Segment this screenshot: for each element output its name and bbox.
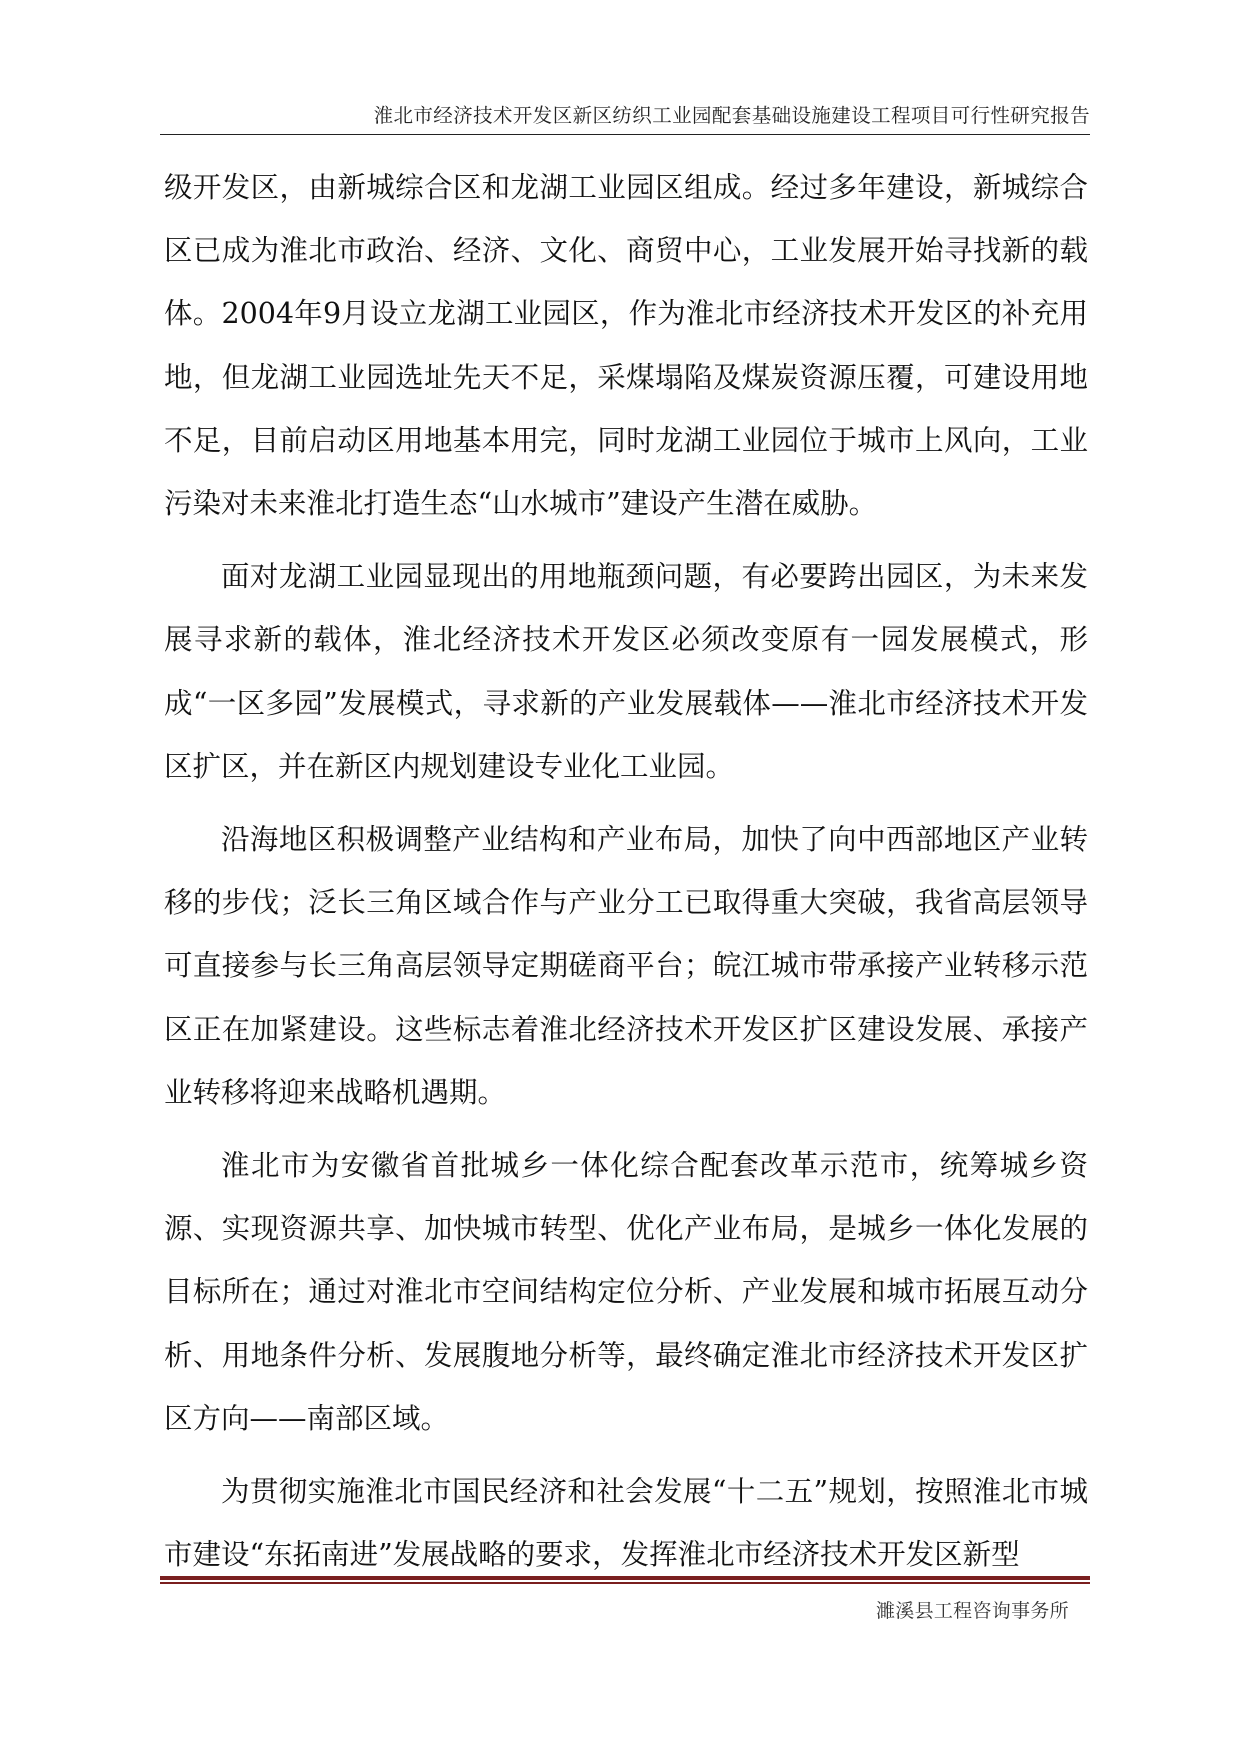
- footer-organization: 濉溪县工程咨询事务所: [875, 1600, 1069, 1622]
- paragraph: 淮北市为安徽省首批城乡一体化综合配套改革示范市，统筹城乡资源、实现资源共享、加快城市转型、优化产业布局，是城乡一体化发展的目标所在；通过对淮北市空间结构定位分析、产业发展和城市拓展互动分析、用地条件分析、发展腹地分析等，最终确定淮北市经济技术开发区扩区方向——南部区域。: [164, 1149, 1088, 1435]
- footer-rule-thick: [160, 1576, 1090, 1580]
- header-title: 淮北市经济技术开发区新区纺织工业园配套基础设施建设工程项目可行性研究报告: [373, 104, 1090, 127]
- body-text: [164, 156, 1088, 1572]
- footer-divider: [160, 1576, 1090, 1584]
- footer-rule-thin: [160, 1582, 1090, 1584]
- paragraph: 面对龙湖工业园显现出的用地瓶颈问题，有必要跨出园区，为未来发展寻求新的载体，淮北经济技术开发区必须改变原有一园发展模式，形成“一区多园”发展模式，寻求新的产业发展载体——淮北市经济技术开发区扩区，并在新区内规划建设专业化工业园。: [164, 560, 1088, 783]
- paragraph: 沿海地区积极调整产业结构和产业布局，加快了向中西部地区产业转移的步伐；泛长三角区域合作与产业分工已取得重大突破，我省高层领导可直接参与长三角高层领导定期磋商平台；皖江城市带承接产业转移示范区正在加紧建设。这些标志着淮北经济技术开发区扩区建设发展、承接产业转移将迎来战略机遇期。: [164, 823, 1088, 1109]
- page-header: [160, 96, 1090, 135]
- paragraph: 级开发区，由新城综合区和龙湖工业园区组成。经过多年建设，新城综合区已成为淮北市政治、经济、文化、商贸中心，工业发展开始寻找新的载体。2004年9月设立龙湖工业园区，作为淮北市经济技术开发区的补充用地，但龙湖工业园选址先天不足，采煤塌陷及煤炭资源压覆，可建设用地不足，目前启动区用地基本用完，同时龙湖工业园位于城市上风向，工业污染对未来淮北打造生态“山水城市”建设产生潜在威胁。: [164, 171, 1088, 521]
- paragraph: 为贯彻实施淮北市国民经济和社会发展“十二五”规划，按照淮北市城市建设“东拓南进”发展战略的要求，发挥淮北市经济技术开发区新型: [164, 1475, 1088, 1572]
